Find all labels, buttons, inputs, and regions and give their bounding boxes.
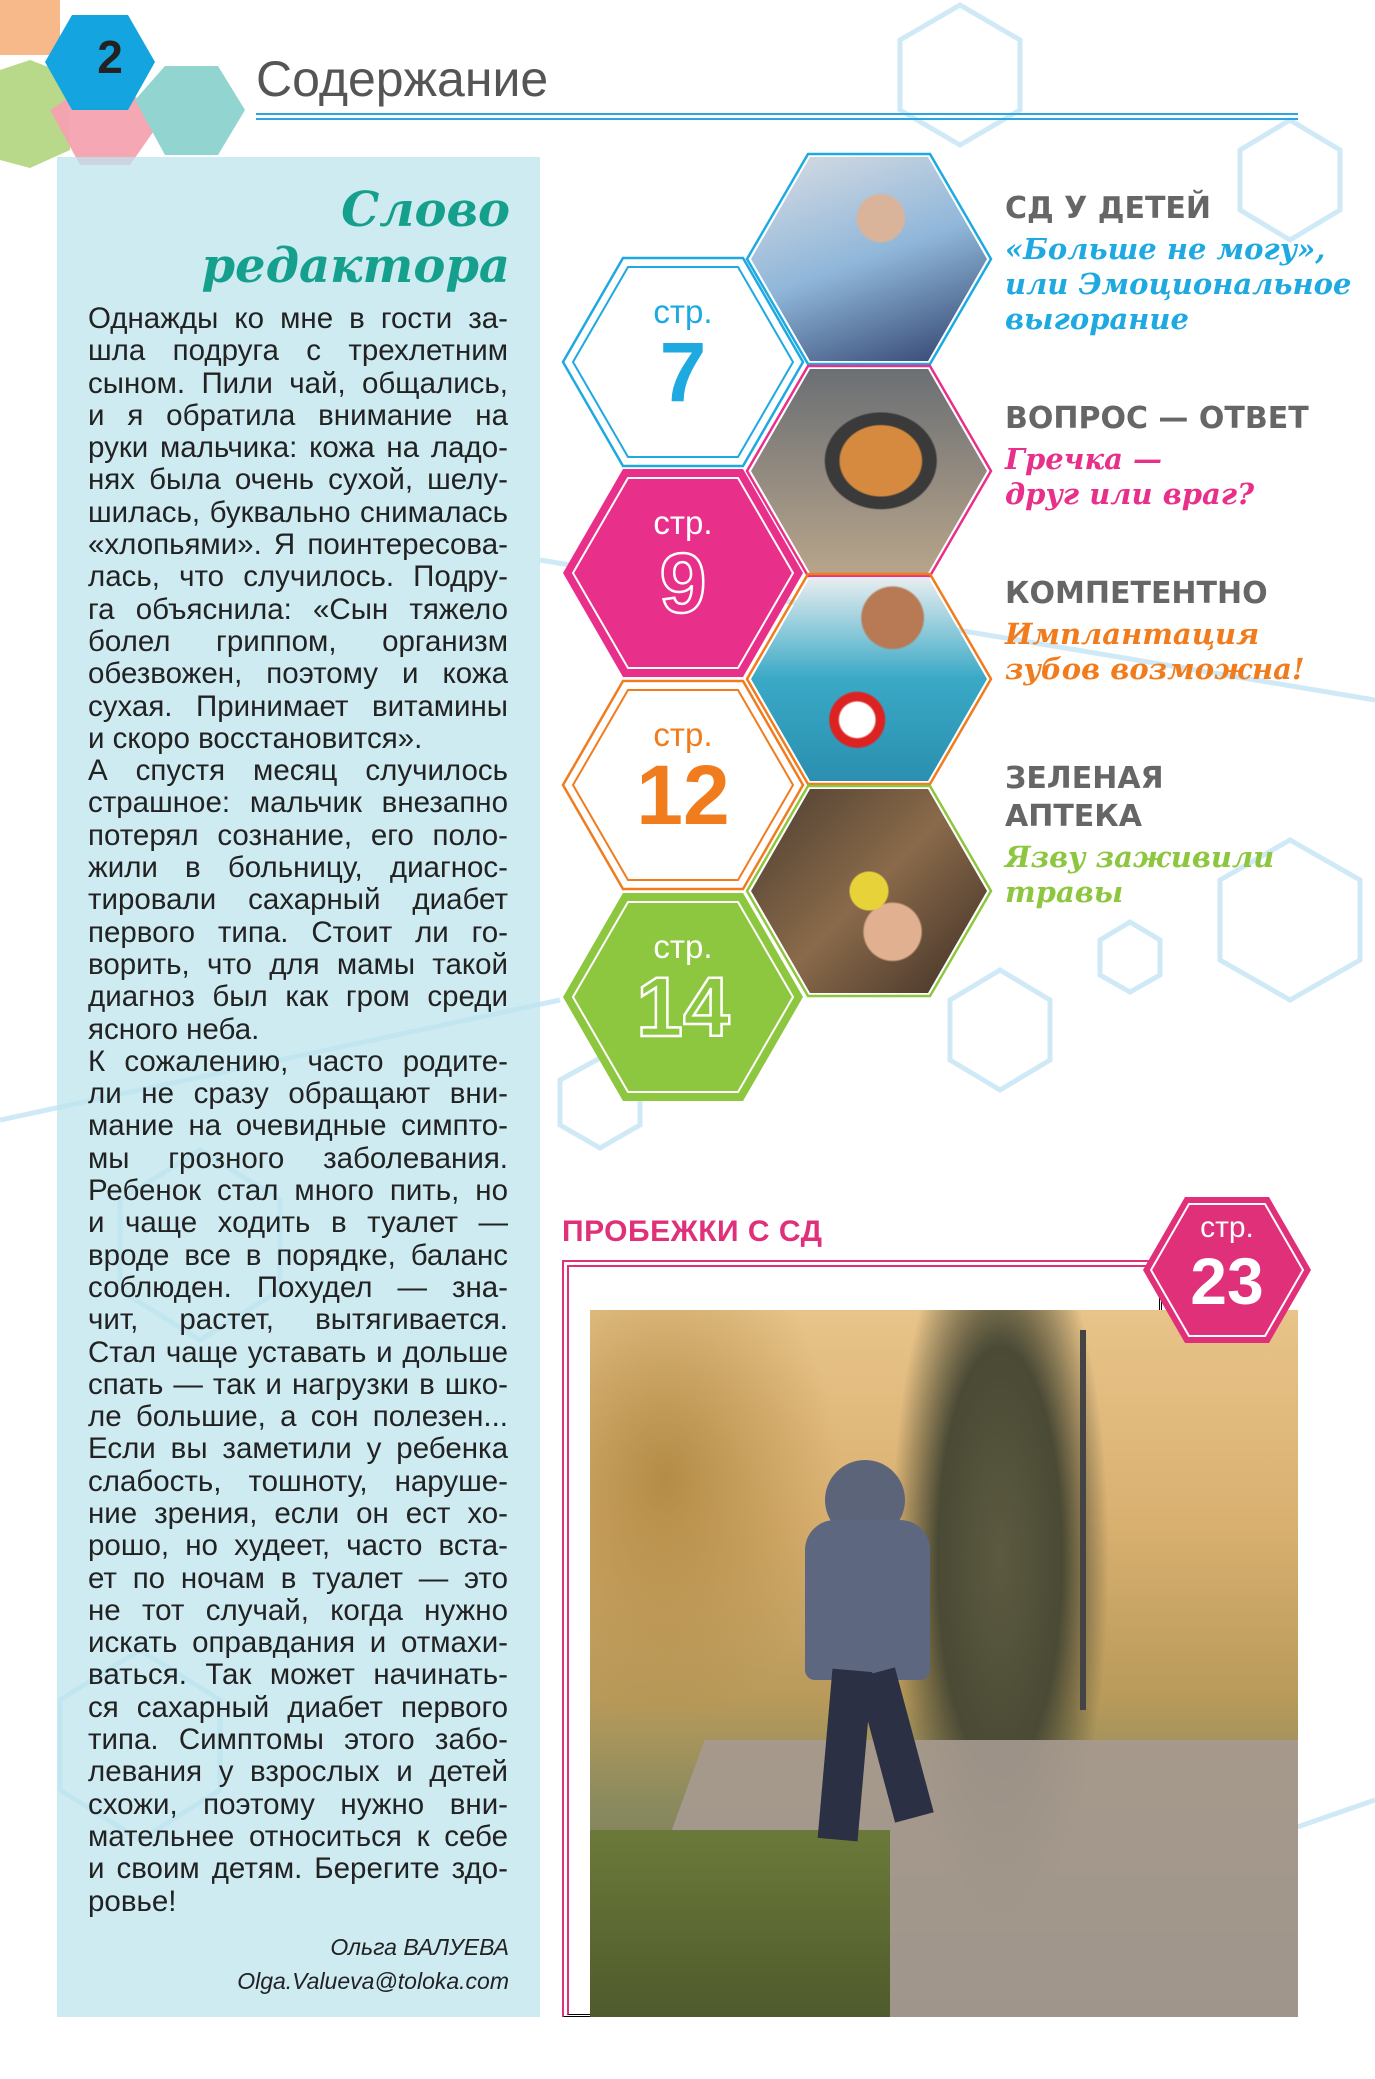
contents-entry[interactable] xyxy=(1005,190,1351,337)
text-line: сыном. Пили чай, общались, xyxy=(88,366,508,400)
text-line: левания у взрослых и детей xyxy=(88,1755,508,1789)
feature-rubric[interactable]: ПРОБЕЖКИ С СД xyxy=(562,1215,823,1248)
text-line: и я обратила внимание на xyxy=(88,398,508,432)
text-line: А спустя месяц случилось xyxy=(88,754,508,788)
text-line: искать оправдания и отмахи- xyxy=(88,1626,508,1660)
article-title: или Эмоциональное xyxy=(1005,267,1352,301)
text-line: спать — так и нагрузки в шко- xyxy=(88,1367,508,1401)
text-line: нях была очень сухой, шелу- xyxy=(88,463,508,497)
page-label: стр. xyxy=(653,716,713,753)
contents-entry[interactable] xyxy=(1005,760,1274,910)
article-title: выгорание xyxy=(1005,302,1189,336)
text-line: диагноз был как гром среди xyxy=(88,980,508,1014)
page-link-14[interactable] xyxy=(563,928,803,1054)
author-email[interactable]: Olga.Valueva@toloka.com xyxy=(237,1968,509,1994)
text-line: мание на очевидные симпто- xyxy=(88,1109,508,1143)
rubric: АПТЕКА xyxy=(1005,799,1143,834)
text-line: мательнее относиться к себе xyxy=(88,1819,508,1853)
text-line: Ребенок стал много пить, но xyxy=(88,1174,508,1208)
page-number: 7 xyxy=(659,325,707,419)
page-label: стр. xyxy=(653,928,713,965)
rubric: КОМПЕТЕНТНО xyxy=(1005,576,1268,611)
text-line: га объяснила: «Сын тяжело xyxy=(88,592,508,626)
heading-line: редактора xyxy=(201,238,510,294)
text-line: ет по ночам в туалет — это xyxy=(88,1561,508,1595)
author-name: Ольга ВАЛУЕВА xyxy=(330,1934,509,1960)
text-line: Однажды ко мне в гости за- xyxy=(88,302,508,335)
text-line: схожи, поэтому нужно вни- xyxy=(88,1787,508,1821)
title-underline xyxy=(256,113,1298,120)
text-line: обезвожен, поэтому и кожа xyxy=(88,657,508,691)
text-line: потерял сознание, его поло- xyxy=(88,818,508,852)
text-line: шла подруга с трехлетним xyxy=(88,334,508,368)
article-title: Имплантация xyxy=(1005,617,1260,651)
rubric: ВОПРОС — ОТВЕТ xyxy=(1005,401,1309,436)
text-line: вроде все в порядке, баланс xyxy=(88,1238,508,1272)
text-line: ясного неба. xyxy=(88,1012,260,1046)
text-line: Если вы заметили у ребенка xyxy=(88,1432,508,1466)
editorial-signature xyxy=(237,1930,509,1998)
text-line: мы грозного заболевания. xyxy=(88,1141,508,1175)
text-line: «хлопьями». Я поинтересова- xyxy=(88,528,508,562)
text-line: ровье! xyxy=(88,1884,177,1918)
article-title: Язву заживили xyxy=(1005,840,1275,874)
text-line: Стал чаще уставать и дольше xyxy=(88,1335,508,1369)
running-man-photo xyxy=(590,1310,1298,2017)
page-label: стр. xyxy=(653,504,713,541)
text-line: К сожалению, часто родите- xyxy=(88,1044,508,1078)
page-number: 12 xyxy=(636,748,730,842)
rubric: ЗЕЛЕНАЯ xyxy=(1005,761,1164,796)
text-line: сухая. Принимает витамины xyxy=(88,689,508,723)
page-number: 9 xyxy=(659,536,707,630)
text-line: ся сахарный диабет первого xyxy=(88,1690,508,1724)
contents-entry[interactable] xyxy=(1005,575,1305,687)
text-line: шилась, буквально снималась xyxy=(88,495,508,529)
text-line: ваться. Так может начинать- xyxy=(88,1658,508,1692)
editorial-heading xyxy=(201,182,510,294)
page-number: 14 xyxy=(636,960,730,1054)
rubric: СД У ДЕТЕЙ xyxy=(1005,191,1212,226)
text-line: ворить, что для мамы такой xyxy=(88,947,508,981)
text-line: руки мальчика: кожа на ладо- xyxy=(88,431,508,465)
text-line: чит, растет, вытягивается. xyxy=(88,1303,508,1337)
article-title: друг или враг? xyxy=(1005,477,1255,511)
text-line: и скоро восстановится». xyxy=(88,721,423,755)
text-line: тировали сахарный диабет xyxy=(88,883,508,917)
text-line: ле большие, а сон полезен... xyxy=(88,1400,508,1434)
text-line: лась, что случилось. Подру- xyxy=(88,560,508,594)
text-line: рошо, но худеет, часто вста- xyxy=(88,1529,508,1563)
text-line: не тот случай, когда нужно xyxy=(88,1593,508,1627)
text-line: жили в больницу, диагнос- xyxy=(88,851,508,885)
article-title: Гречка — xyxy=(1005,442,1162,476)
text-line: ние зрения, если он ест хо- xyxy=(88,1496,508,1530)
article-title: травы xyxy=(1005,875,1124,909)
text-line: типа. Симптомы этого забо- xyxy=(88,1723,508,1757)
article-title: «Больше не могу», xyxy=(1005,232,1326,266)
heading-line: Слово xyxy=(341,182,510,238)
text-line: соблюден. Похудел — зна- xyxy=(88,1270,508,1304)
page-label: стр. xyxy=(653,293,713,330)
contents-entry[interactable] xyxy=(1005,400,1309,512)
text-line: страшное: мальчик внезапно xyxy=(88,786,508,820)
text-line: и своим детям. Берегите здо- xyxy=(88,1852,508,1886)
page-title: Содержание xyxy=(256,51,549,107)
page-link-23[interactable] xyxy=(1141,1210,1313,1316)
text-line: и чаще ходить в туалет — xyxy=(88,1206,508,1240)
page-number: 23 xyxy=(1190,1244,1264,1318)
text-line: слабость, тошноту, наруше- xyxy=(88,1464,508,1498)
text-line: первого типа. Стоит ли го- xyxy=(88,915,508,949)
text-line: ли не сразу обращают вни- xyxy=(88,1077,508,1111)
page-label: стр. xyxy=(1200,1211,1254,1244)
text-line: болел гриппом, организм xyxy=(88,624,508,658)
editorial-text xyxy=(88,303,508,1918)
article-title: зубов возможна! xyxy=(1005,652,1305,686)
page-number: 2 xyxy=(97,31,123,83)
